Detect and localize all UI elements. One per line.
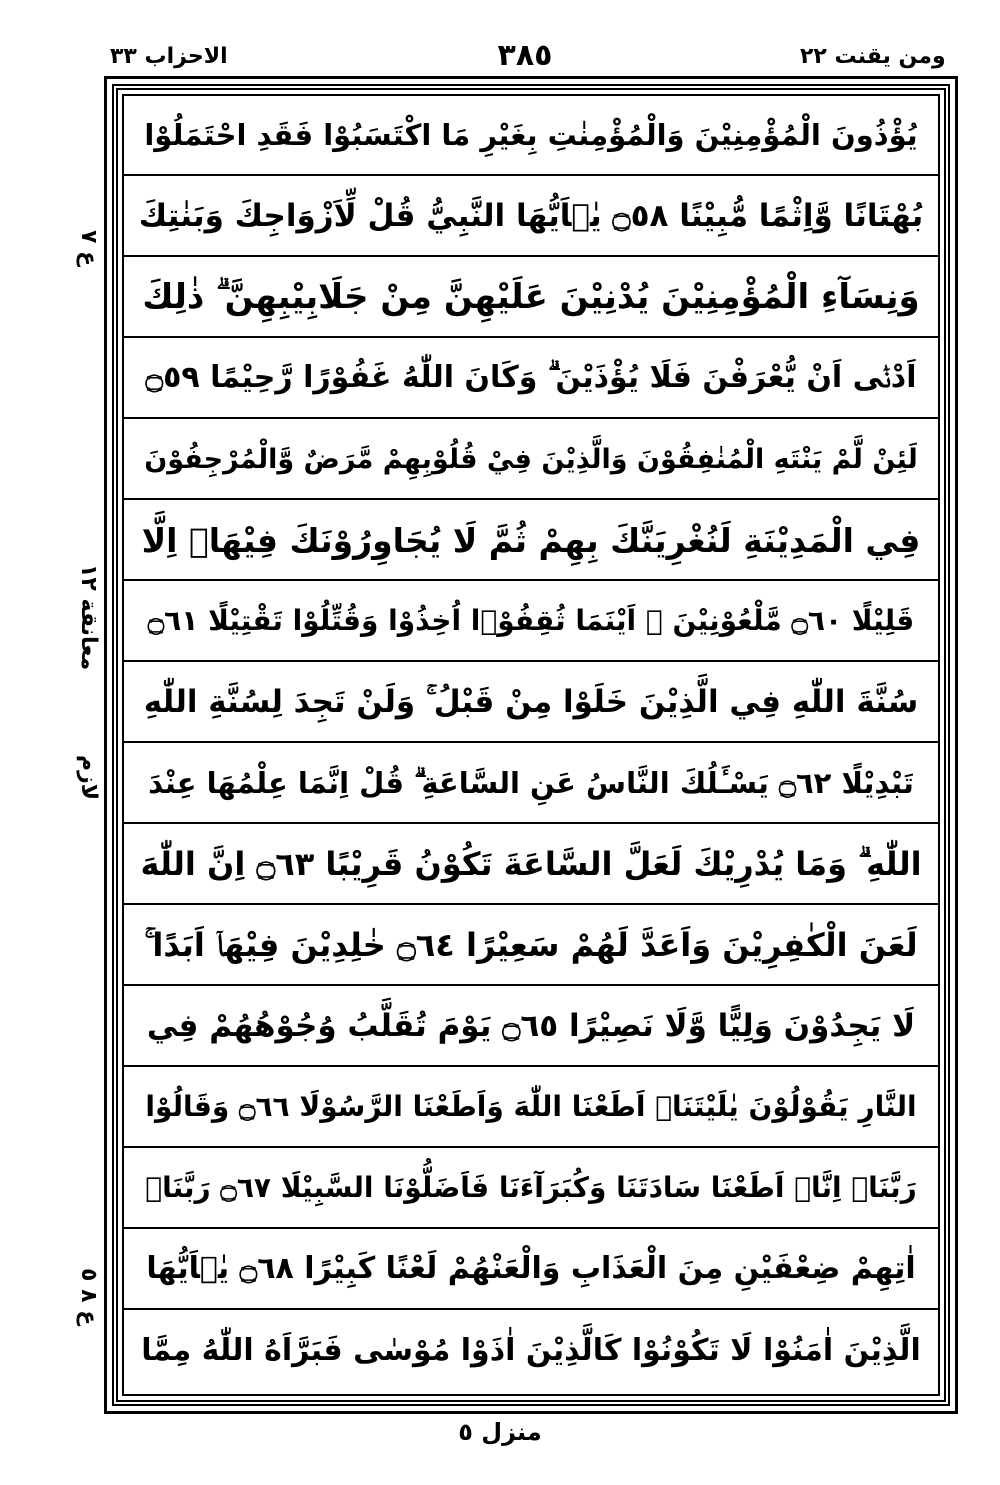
line-text: اَدْنٰۤى اَنْ يُّعْرَفْنَ فَلَا يُؤْذَيْنَ ۗ وَكَانَ اللّٰهُ غَفُوْرًا رَّحِيْمًا ۝٥٩ [145,360,917,395]
juz-name: ومن يقنت ٢٢ [800,44,946,69]
text-line [124,1068,938,1148]
text-line [124,258,938,338]
muanaqa-marker: معانقة ١٢ [76,563,101,670]
line-text: بُهْتَانًا وَّاِثْمًا مُّبِيْنًا ۝٥٨ يٰۤاَيُّهَا النَّبِيُّ قُلْ لِّاَزْوَاجِكَ وَبَنٰتِكَ [138,197,924,234]
surah-name: الاحزاب ٣٣ [110,44,228,69]
line-text: لَا يَجِدُوْنَ وَلِيًّا وَّلَا نَصِيْرًا ۝٦٥ يَوْمَ تُقَلَّبُ وُجُوْهُهُمْ فِي [146,1007,916,1044]
waqf-marker: لازم [76,754,101,800]
line-text: يُؤْذُونَ الْمُؤْمِنِيْنَ وَالْمُؤْمِنٰتِ بِغَيْرِ مَا اكْتَسَبُوْا فَقَدِ احْتَمَلُوْا [144,117,918,152]
page-footer: منزل ٥ [458,1418,542,1446]
line-text: النَّارِ يَقُوْلُوْنَ يٰلَيْتَنَاۤ اَطَعْنَا اللّٰهَ وَاَطَعْنَا الرَّسُوْلَا ۝٦٦ وَقَالُوْا [145,1090,917,1123]
text-line [124,582,938,662]
text-line [124,1149,938,1229]
text-line [124,744,938,824]
line-text: اٰتِهِمْ ضِعْفَيْنِ مِنَ الْعَذَابِ وَالْعَنْهُمْ لَعْنًا كَبِيْرًا ۝٦٨ يٰۤاَيُّهَا [146,1251,916,1286]
page-header [0,38,1000,78]
text-line [124,1311,938,1391]
text-line [124,906,938,986]
line-text: رَبَّنَاۤ اِنَّاۤ اَطَعْنَا سَادَتَنَا وَكُبَرَآءَنَا فَاَضَلُّوْنَا السَّبِيْلَا ۝٦٧ رَبَّنَاۤ [145,1171,917,1204]
text-line [124,663,938,743]
ruku-marker: ع ٧ [76,229,101,266]
line-text: سُنَّةَ اللّٰهِ فِي الَّذِيْنَ خَلَوْا مِنْ قَبْلُ ۚ وَلَنْ تَجِدَ لِسُنَّةِ اللّٰهِ [143,683,919,720]
line-text: قَلِيْلًا ۝٦٠ مَّلْعُوْنِيْنَ ۛ اَيْنَمَا ثُقِفُوْۤا اُخِذُوْا وَقُتِّلُوْا تَقْتِيْلًا ۝٦١ [147,604,915,637]
text-line [124,501,938,581]
line-text: اللّٰهِ ۗ وَمَا يُدْرِيْكَ لَعَلَّ السَّاعَةَ تَكُوْنُ قَرِيْبًا ۝٦٣ اِنَّ اللّٰهَ [140,845,922,883]
line-text: لَعَنَ الْكٰفِرِيْنَ وَاَعَدَّ لَهُمْ سَعِيْرًا ۝٦٤ خٰلِدِيْنَ فِيْهَاۤ اَبَدًا ۚ [144,926,918,964]
text-line [124,177,938,257]
line-text: فِي الْمَدِيْنَةِ لَنُغْرِيَنَّكَ بِهِمْ ثُمَّ لَا يُجَاوِرُوْنَكَ فِيْهَاۤ اِلَّا [141,520,921,560]
text-line [124,1230,938,1310]
line-text: تَبْدِيْلًا ۝٦٢ يَسْـَٔلُكَ النَّاسُ عَنِ السَّاعَةِ ۗ قُلْ اِنَّمَا عِلْمُهَا عِنْدَ [148,765,914,800]
text-line [124,420,938,500]
line-text: لَئِنْ لَّمْ يَنْتَهِ الْمُنٰفِقُوْنَ وَالَّذِيْنَ فِيْ قُلُوْبِهِمْ مَّرَضٌ وَّالْمُرْجِفُوْنَ [144,443,918,475]
page-number: ٣٨٥ [497,38,553,73]
text-line [124,96,938,176]
line-text: الَّذِيْنَ اٰمَنُوْا لَا تَكُوْنُوْا كَالَّذِيْنَ اٰذَوْا مُوْسٰى فَبَرَّاَهُ اللّٰهُ مِمَّا [141,1333,921,1368]
text-block [124,96,938,1394]
text-line [124,987,938,1067]
text-line [124,825,938,905]
line-text: وَنِسَآءِ الْمُؤْمِنِيْنَ يُدْنِيْنَ عَلَيْهِنَّ مِنْ جَلَابِيْبِهِنَّ ۗ ذٰلِكَ [142,277,920,317]
text-line [124,339,938,419]
ruku-marker: ع ٨ ٥ [76,1267,101,1325]
